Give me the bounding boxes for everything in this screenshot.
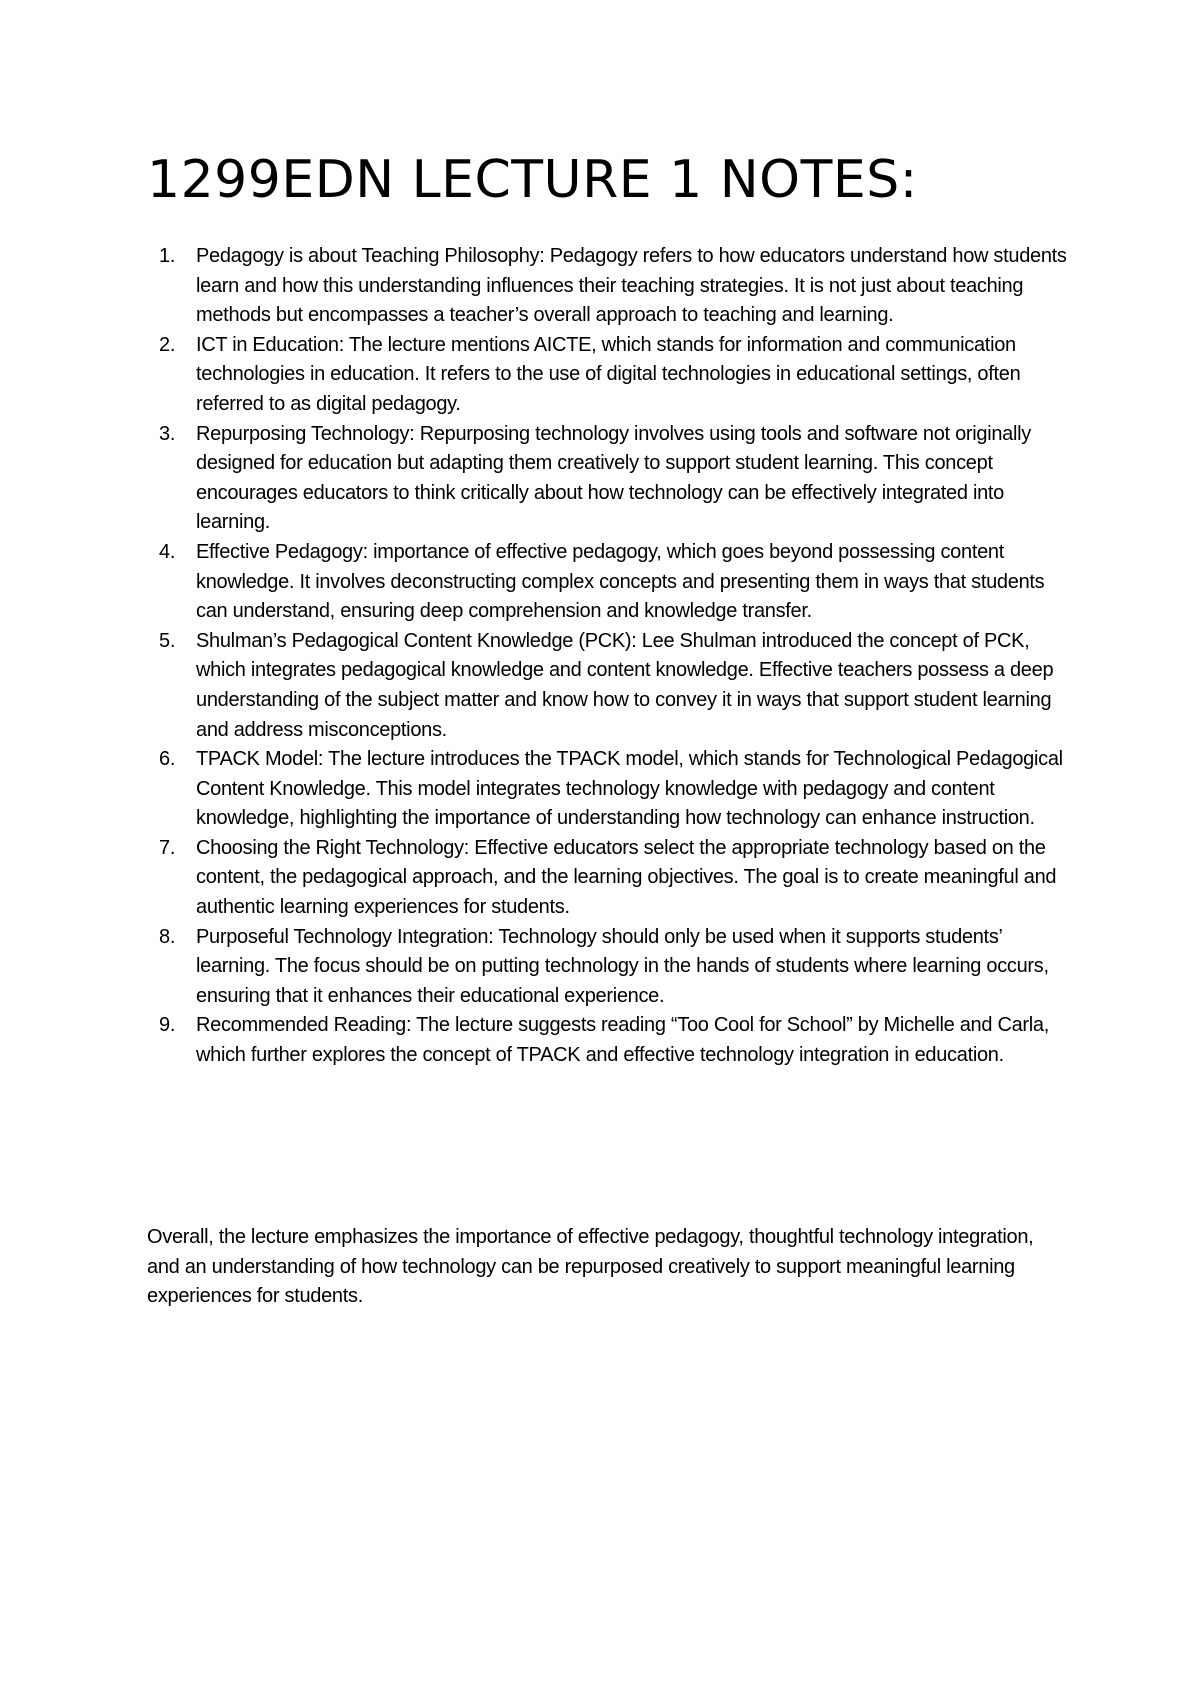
summary-paragraph: Overall, the lecture emphasizes the importance of effective pedagogy, thoughtful technology integration, and an understanding of how technology can be repurposed creatively to support meaningful learning experiences for students.: [147, 1226, 1034, 1308]
list-item: [147, 242, 1067, 331]
list-item-number: 5.: [159, 629, 176, 652]
list-item-text: Pedagogy is about Teaching Philosophy: Pedagogy refers to how educators understand how students learn and how this understanding influences their teaching strategies. It is not just about teaching methods but encompasses a teacher’s overall approach to teaching and learning.: [196, 245, 1067, 327]
list-item: [147, 420, 1067, 538]
list-item: [147, 331, 1067, 420]
list-item-number: 4.: [159, 540, 176, 563]
notes-list: [147, 242, 1067, 1071]
list-item-text: Recommended Reading: The lecture suggests reading “Too Cool for School” by Michelle and Carla, which further explores the concept of TPACK and effective technology integration in education.: [196, 1014, 1050, 1067]
list-item-number: 3.: [159, 422, 176, 445]
list-item-text: Choosing the Right Technology: Effective educators select the appropriate technology based on the content, the pedagogical approach, and the learning objectives. The goal is to create meaningful and authentic learning experiences for students.: [196, 836, 1057, 919]
list-item-text: ICT in Education: The lecture mentions AICTE, which stands for information and communication technologies in education. It refers to the use of digital technologies in educational settings, often referred to as digital pedagogy.: [196, 333, 1021, 415]
list-item-text: TPACK Model: The lecture introduces the TPACK model, which stands for Technological Pedagogical Content Knowledge. This model integrates technology knowledge with pedagogy and content knowledge, highlighting the importance of understanding how technology can enhance instruction.: [196, 748, 1063, 830]
list-item: [147, 538, 1067, 627]
page-title: 1299EDN LECTURE 1 NOTES:: [147, 150, 918, 210]
list-item-text: Effective Pedagogy: importance of effective pedagogy, which goes beyond possessing content knowledge. It involves deconstructing complex concepts and presenting them in ways that students can understand, ensuring deep comprehension and knowledge transfer.: [196, 540, 1045, 623]
list-item: [147, 1011, 1067, 1070]
list-item-text: Shulman’s Pedagogical Content Knowledge (PCK): Lee Shulman introduced the concept of PCK, which integrates pedagogical knowledge and content knowledge. Effective teachers possess a deep understanding of the subject matter and know how to convey it in ways that support student learning and address misconceptions.: [196, 629, 1054, 741]
list-item: [147, 627, 1067, 745]
list-item: [147, 923, 1067, 1012]
list-item-number: 1.: [159, 245, 176, 267]
list-item-number: 8.: [159, 925, 176, 948]
list-item-text: Purposeful Technology Integration: Technology should only be used when it supports students’ learning. The focus should be on putting technology in the hands of students where learning occurs, ensuring that it enhances their educational experience.: [196, 925, 1049, 1007]
list-item-number: 6.: [159, 748, 176, 771]
list-item-text: Repurposing Technology: Repurposing technology involves using tools and software not originally designed for education but adapting them creatively to support student learning. This concept encourages educators to think critically about how technology can be effectively integrated into learning.: [196, 422, 1031, 534]
list-item-number: 9.: [159, 1014, 176, 1037]
list-item-number: 7.: [159, 836, 176, 859]
list-item: [147, 745, 1067, 834]
list-item-number: 2.: [159, 333, 176, 356]
list-item: [147, 834, 1067, 923]
